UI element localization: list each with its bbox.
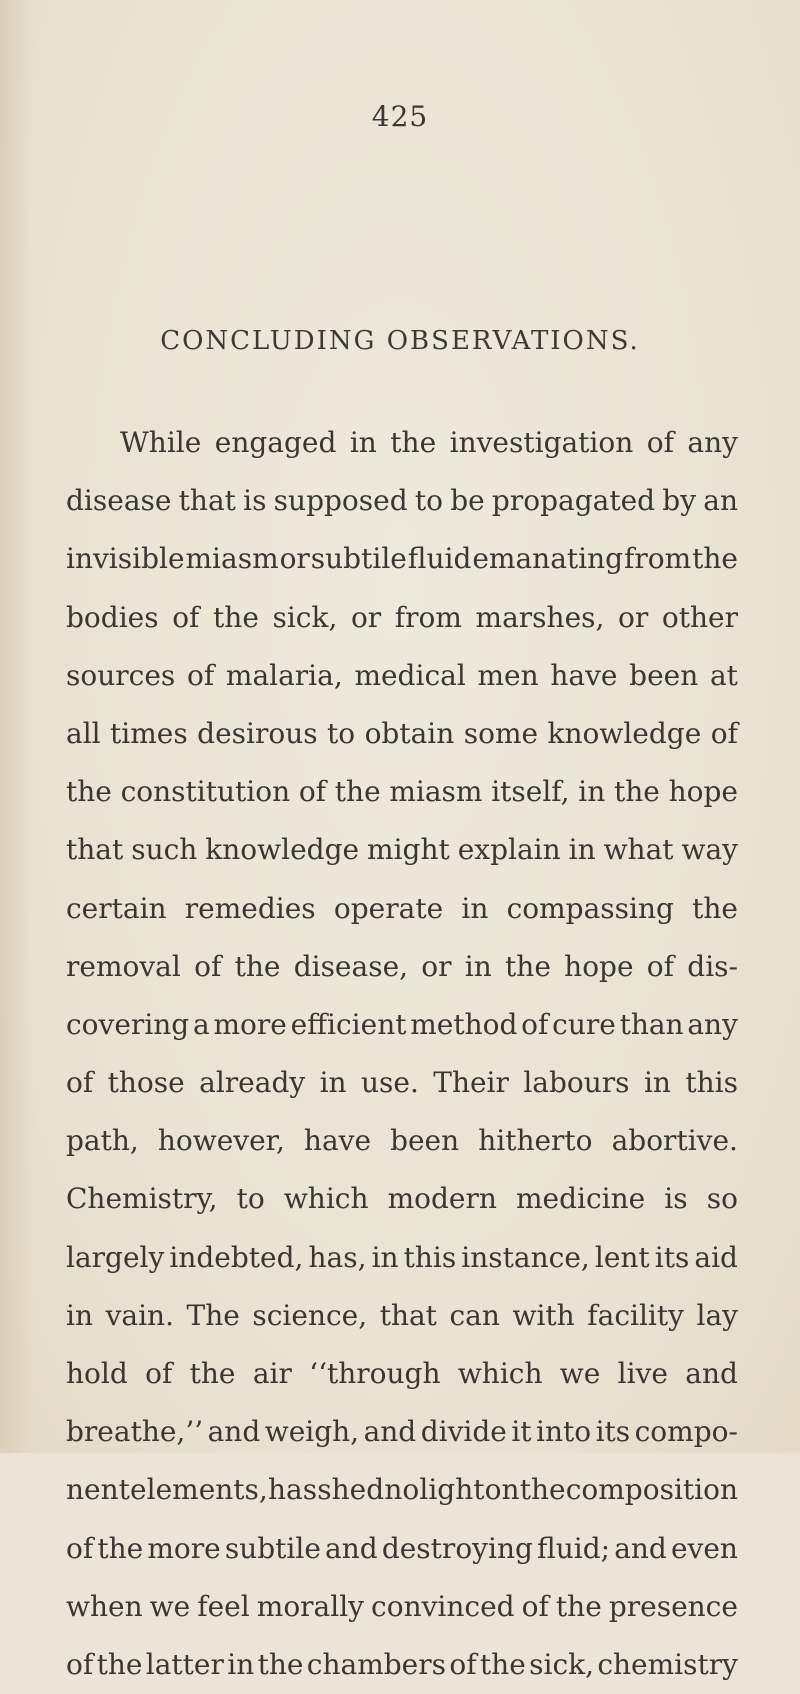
text-line: sources of malaria, medical men have been at bbox=[66, 658, 738, 692]
page-number: 425 bbox=[371, 100, 429, 133]
text-line: of those already in use. Their labours in this bbox=[66, 1066, 738, 1100]
text-line: in vain. The science, that can with facility lay bbox=[66, 1298, 738, 1332]
text-line: when we feel morally convinced of the presence bbox=[66, 1589, 738, 1623]
text-line: invisible miasm or subtile fluid emanating from the bbox=[66, 542, 738, 576]
text-line: nent elements, has shed no light on the composition bbox=[66, 1473, 738, 1507]
text-line: path, however, have been hitherto abortive. bbox=[66, 1124, 738, 1158]
text-line: of the latter in the chambers of the sick, chemistry bbox=[66, 1647, 738, 1681]
text-line: of the more subtile and destroying fluid; and even bbox=[66, 1531, 738, 1565]
text-line: certain remedies operate in compassing the bbox=[66, 891, 738, 925]
section-heading: CONCLUDING OBSERVATIONS. bbox=[160, 326, 640, 356]
body-text bbox=[66, 414, 738, 1694]
text-line: that such knowledge might explain in what way bbox=[66, 833, 738, 867]
text-line: the constitution of the miasm itself, in the hope bbox=[66, 775, 738, 809]
text-line: bodies of the sick, or from marshes, or other bbox=[66, 600, 738, 634]
text-line: all times desirous to obtain some knowledge of bbox=[66, 716, 738, 750]
text-line: Chemistry, to which modern medicine is so bbox=[66, 1182, 738, 1216]
text-line: disease that is supposed to be propagated by an bbox=[66, 484, 738, 518]
text-line: hold of the air ‘‘through which we live and bbox=[66, 1357, 738, 1390]
text-line: covering a more efficient method of cure than any bbox=[66, 1007, 738, 1041]
text-line: largely indebted, has, in this instance, lent its aid bbox=[66, 1240, 738, 1274]
text-line: breathe,’’ and weigh, and divide it into its compo- bbox=[66, 1415, 738, 1449]
text-line: While engaged in the investigation of any bbox=[120, 426, 738, 459]
page-gutter-shadow bbox=[0, 0, 34, 1453]
text-line: removal of the disease, or in the hope of dis- bbox=[66, 949, 738, 983]
